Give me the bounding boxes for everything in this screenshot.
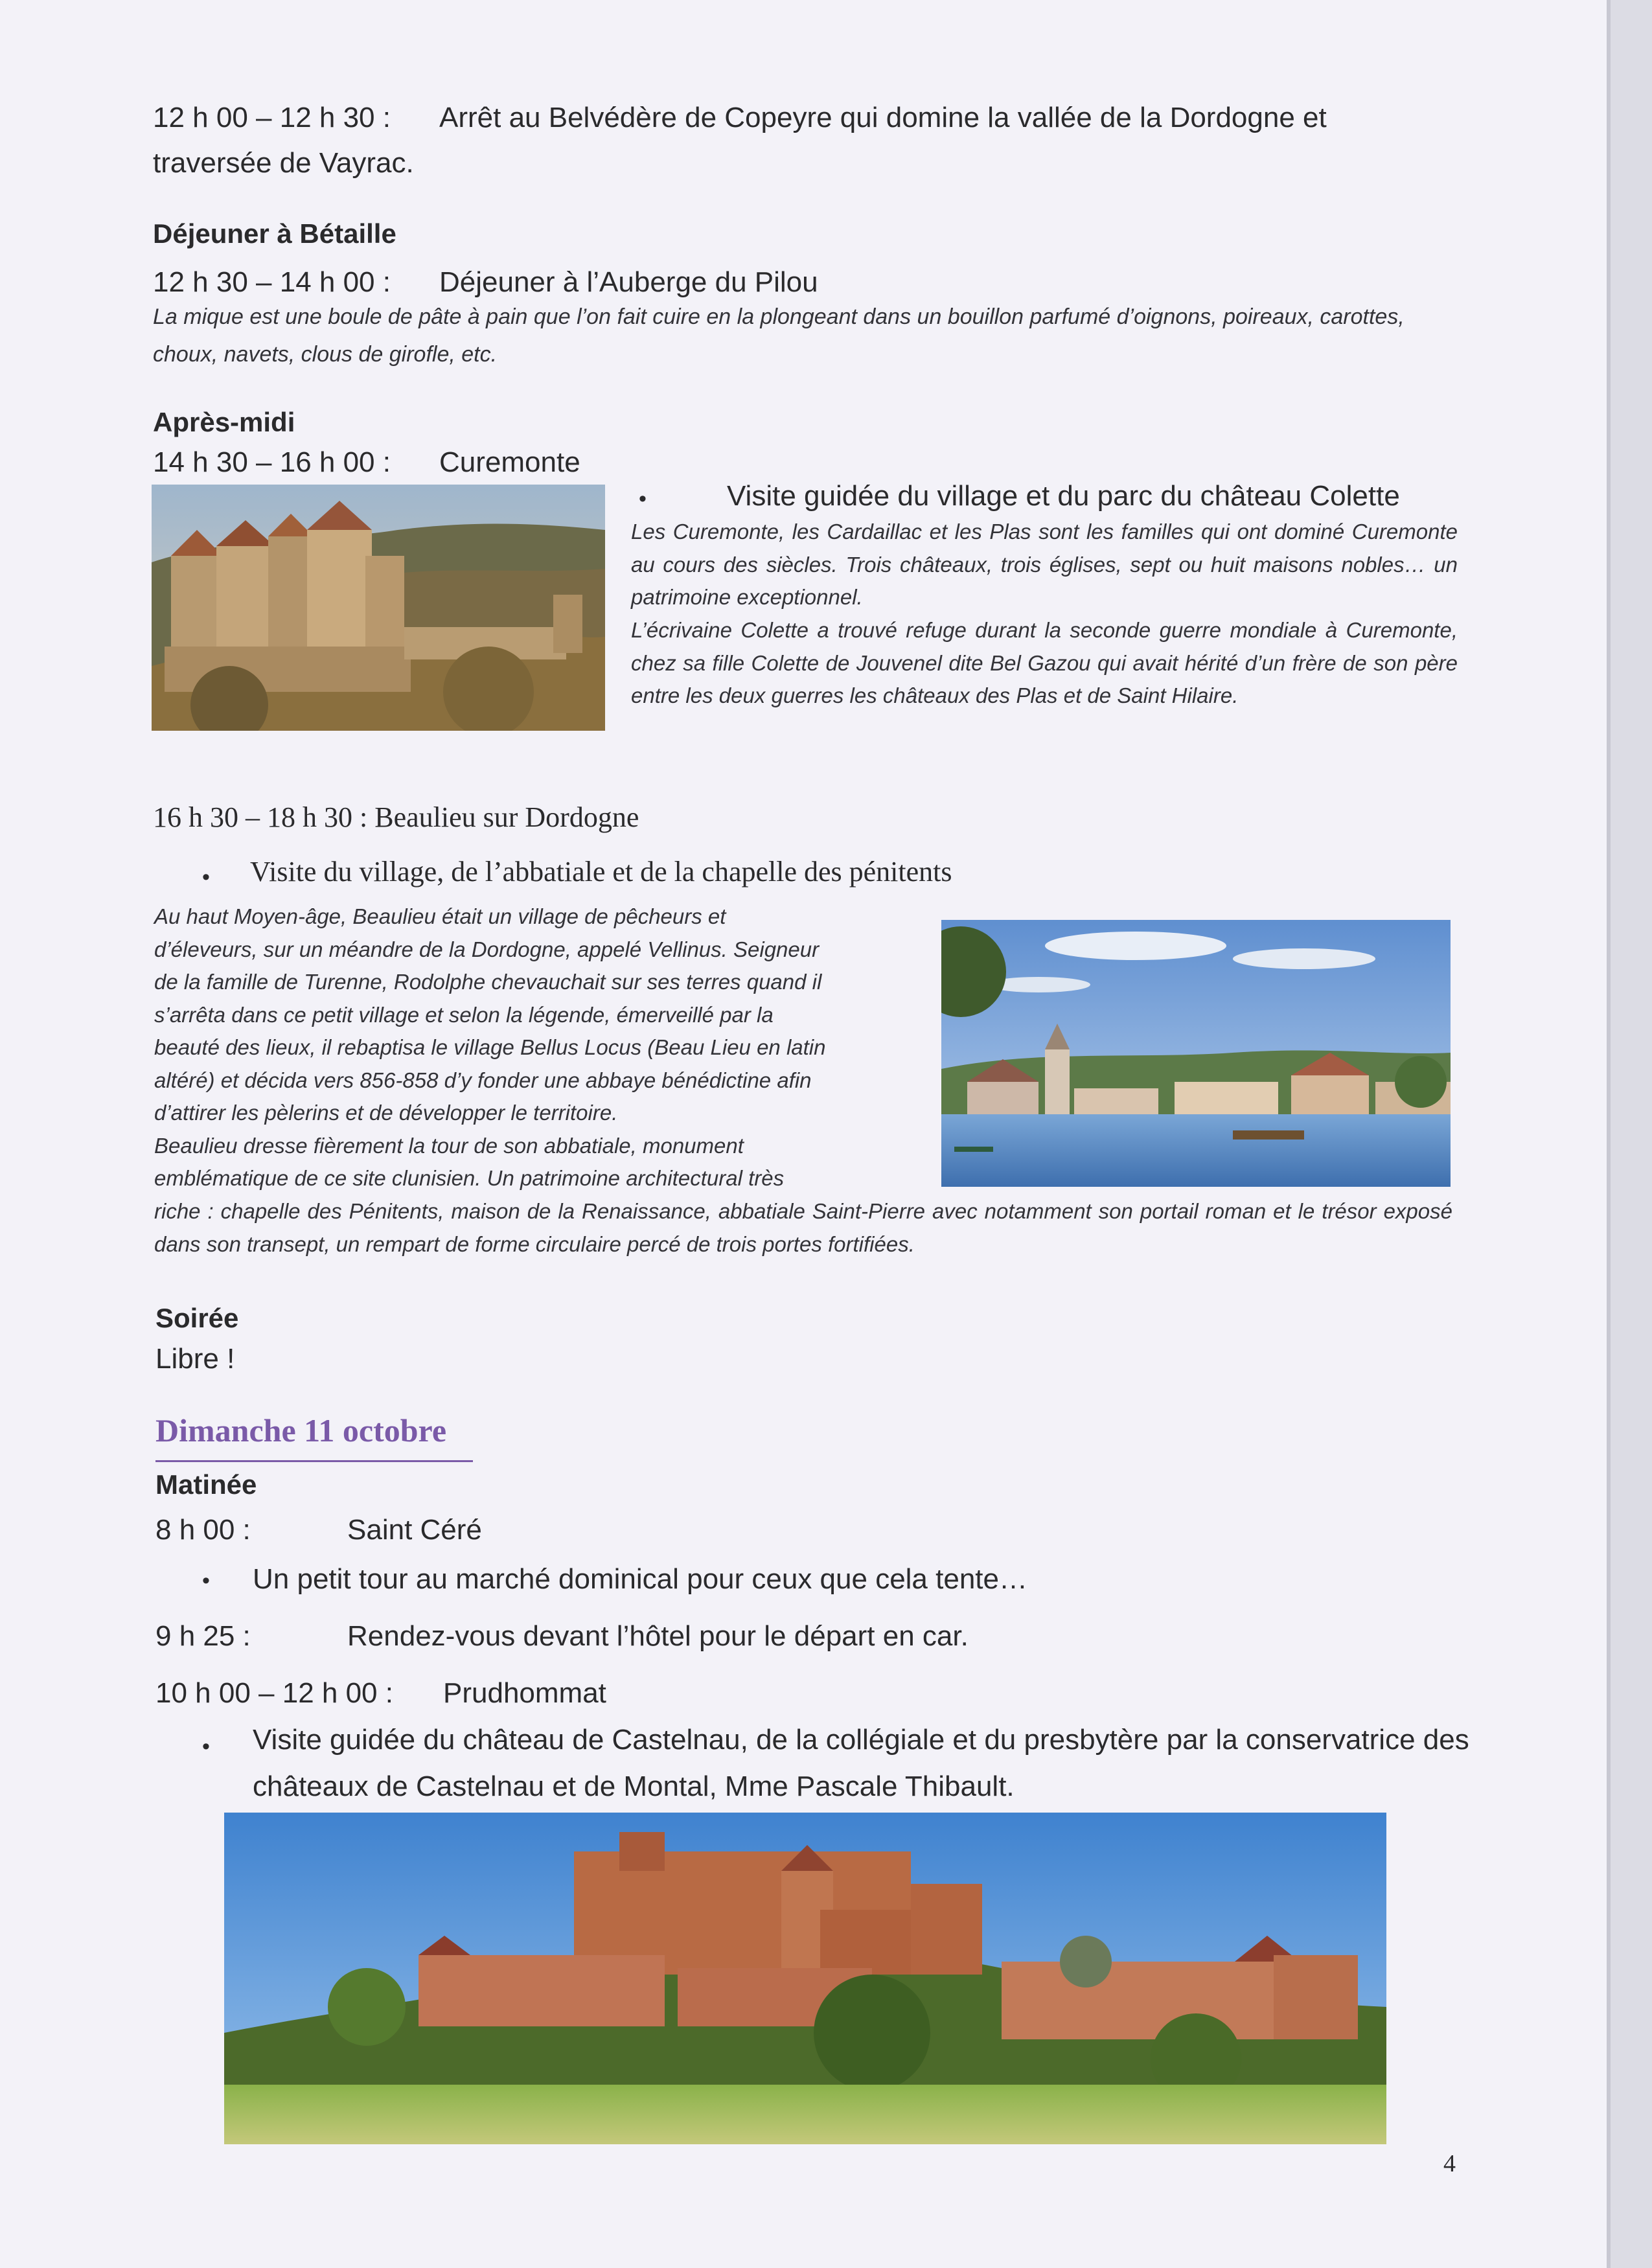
copeyre-text: Arrêt au Belvédère de Copeyre qui domine la vallée de la Dordogne et xyxy=(439,102,1327,133)
prudhommat-text: Prudhommat xyxy=(443,1677,606,1709)
day-heading-underline xyxy=(155,1460,473,1462)
lunch-note: La mique est une boule de pâte à pain que l’on fait cuire en la plongeant dans un bouillon parfumé d’oignons, poireaux, carottes, choux, navets, clous de girofle, etc. xyxy=(153,304,1405,367)
beaulieu-bullet: Visite du village, de l’abbatiale et de la chapelle des pénitents xyxy=(250,856,952,888)
beaulieu-line: 16 h 30 – 18 h 30 : Beaulieu sur Dordogne xyxy=(153,801,639,833)
copeyre-text-cont: traversée de Vayrac. xyxy=(153,147,414,179)
time-copeyre: 12 h 00 – 12 h 30 : xyxy=(153,102,391,133)
page-number: 4 xyxy=(1443,2150,1456,2177)
time-prudhommat: 10 h 00 – 12 h 00 : xyxy=(155,1677,393,1709)
time-lunch: 12 h 30 – 14 h 00 : xyxy=(153,266,391,298)
departure-text: Rendez-vous devant l’hôtel pour le départ en car. xyxy=(347,1620,969,1652)
afternoon-heading: Après-midi xyxy=(153,407,295,437)
beaulieu-desc-line: altéré) et décida vers 856-858 d’y fonder une abbaye bénédictine afin xyxy=(154,1068,812,1092)
scan-edge xyxy=(1607,0,1652,2268)
beaulieu-desc-line: d’éleveurs, sur un méandre de la Dordogne, appelé Vellinus. Seigneur xyxy=(154,937,820,961)
beaulieu-desc-line: beauté des lieux, il rebaptisa le village Bellus Locus (Beau Lieu en latin xyxy=(154,1035,826,1059)
bullet-beaulieu-marker: • xyxy=(202,865,210,889)
saint-cere-text: Saint Céré xyxy=(347,1514,482,1546)
curemonte-photo xyxy=(152,485,605,731)
beaulieu-desc-line: Au haut Moyen-âge, Beaulieu était un village de pêcheurs et xyxy=(154,904,726,928)
beaulieu-photo xyxy=(941,920,1451,1187)
beaulieu-desc-line: Beaulieu dresse fièrement la tour de son abbatiale, monument xyxy=(154,1133,744,1158)
bullet-market-marker: • xyxy=(202,1568,210,1593)
castelnau-photo xyxy=(224,1813,1386,2144)
time-departure: 9 h 25 : xyxy=(155,1620,251,1652)
beaulieu-desc xyxy=(154,900,919,1195)
evening-heading: Soirée xyxy=(155,1303,239,1333)
curemonte-desc-1: Les Curemonte, les Cardaillac et les Plas sont les familles qui ont dominé Curemonte au cours des siècles. Trois châteaux, trois églises, sept ou huit maisons nobles… un patrimoine exceptionnel. xyxy=(631,520,1458,609)
beaulieu-desc-line: s’arrêta dans ce petit village et selon la légende, émerveillé par la xyxy=(154,1002,774,1027)
market-bullet: Un petit tour au marché dominical pour ceux que cela tente… xyxy=(253,1563,1027,1595)
evening-text: Libre ! xyxy=(155,1343,235,1375)
beaulieu-desc-line: d’attirer les pèlerins et de développer le territoire. xyxy=(154,1101,618,1125)
curemonte-bullet: Visite guidée du village et du parc du château Colette xyxy=(727,480,1400,512)
beaulieu-desc-line: emblématique de ce site clunisien. Un patrimoine architectural très xyxy=(154,1166,785,1190)
beaulieu-desc-line: de la famille de Turenne, Rodolphe chevauchait sur ses terres quand il xyxy=(154,970,822,994)
castelnau-bullet: Visite guidée du château de Castelnau, de la collégiale et du presbytère par la conservatrice des châteaux de Castelnau et de Montal, Mme Pascale Thibault. xyxy=(253,1724,1469,1802)
lunch-heading: Déjeuner à Bétaille xyxy=(153,218,396,249)
beaulieu-desc-tail: riche : chapelle des Pénitents, maison de la Renaissance, abbatiale Saint-Pierre avec notamment son portail roman et le trésor exposé dans son transept, un rempart de forme circulaire percé de trois portes fortifiées. xyxy=(154,1199,1452,1256)
time-curemonte: 14 h 30 – 16 h 00 : xyxy=(153,446,391,478)
time-saint-cere: 8 h 00 : xyxy=(155,1514,251,1546)
lunch-text: Déjeuner à l’Auberge du Pilou xyxy=(439,266,818,298)
bullet-castelnau-marker: • xyxy=(202,1734,210,1759)
morning-heading: Matinée xyxy=(155,1469,257,1500)
bullet-curemonte-marker: • xyxy=(639,487,647,511)
day-heading: Dimanche 11 octobre xyxy=(155,1412,447,1449)
curemonte-desc-2: L’écrivaine Colette a trouvé refuge durant la seconde guerre mondiale à Curemonte, chez sa fille Colette de Jouvenel dite Bel Gazou qui avait hérité d’un frère de son père entre les deux guerres les châteaux des Plas et de Saint Hilaire. xyxy=(631,618,1458,707)
curemonte-place: Curemonte xyxy=(439,446,580,478)
